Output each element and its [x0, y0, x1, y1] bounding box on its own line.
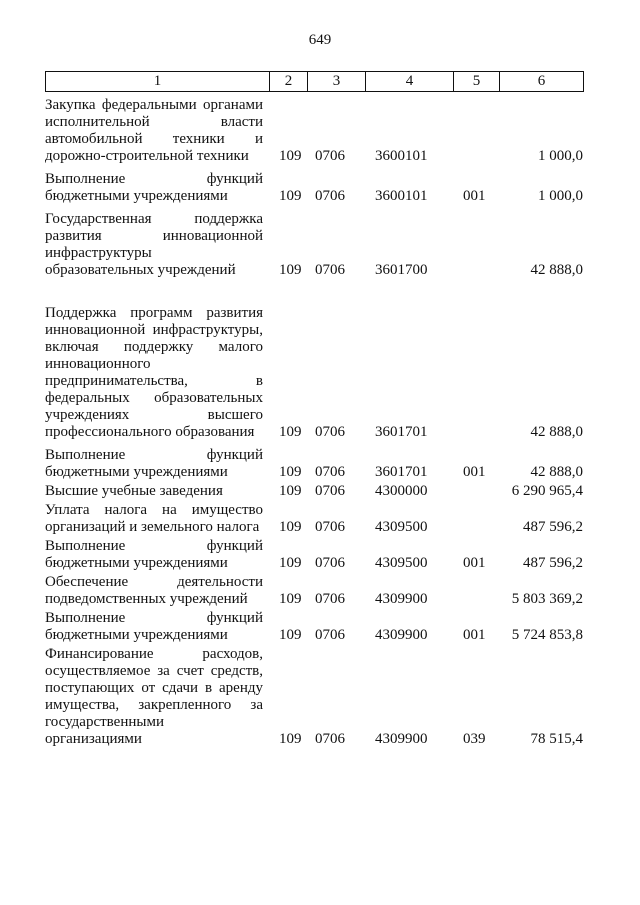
- table-row: [45, 443, 583, 483]
- row-code-target: 4300000: [375, 483, 428, 499]
- row-code-ministry: 109: [279, 262, 302, 278]
- row-name: Финансирование расходов, осуществляемое за счет средств, поступающих от сдачи в аренду имущества, закрепленного за государственными организациями: [45, 646, 263, 747]
- row-name: Высшие учебные заведения: [45, 483, 223, 499]
- row-code-section: 0706: [315, 188, 345, 204]
- row-name: Поддержка программ развития инновационной инфраструктуры, включая поддержку малого инновационного предпринимательства, в федеральных образовательных учреждениях высшего профессионального образования: [45, 305, 263, 440]
- table-row: [45, 281, 583, 443]
- row-code-expense-type: 039: [463, 731, 486, 747]
- row-code-expense-type: 001: [463, 188, 486, 204]
- row-code-section: 0706: [315, 262, 345, 278]
- row-code-expense-type: [453, 97, 499, 167]
- budget-table: [45, 97, 583, 750]
- row-amount: 78 515,4: [530, 731, 583, 747]
- row-name: Выполнение функций бюджетными учреждениями: [45, 610, 263, 643]
- row-name: Закупка федеральными органами исполнительной власти автомобильной техники и дорожно-строительной техники: [45, 97, 263, 164]
- row-code-ministry: 109: [279, 148, 302, 164]
- row-code-target: 3601701: [375, 424, 428, 440]
- row-code-target: 4309500: [375, 519, 428, 535]
- row-name: Выполнение функций бюджетными учреждениями: [45, 171, 263, 204]
- row-code-target: 4309900: [375, 627, 428, 643]
- row-code-target: 3601701: [375, 464, 428, 480]
- row-amount: 1 000,0: [538, 148, 583, 164]
- row-code-expense-type: [453, 207, 499, 281]
- row-code-ministry: 109: [279, 464, 302, 480]
- table-row: [45, 502, 583, 538]
- column-header-2: 2: [270, 72, 308, 92]
- table-row: [45, 483, 583, 502]
- column-header-6: 6: [500, 72, 584, 92]
- row-code-ministry: 109: [279, 555, 302, 571]
- page-number: 649: [308, 32, 332, 48]
- row-code-expense-type: [453, 281, 499, 443]
- column-header-3: 3: [308, 72, 366, 92]
- row-amount: 1 000,0: [538, 188, 583, 204]
- row-amount: 6 290 965,4: [511, 483, 583, 499]
- column-header-5: 5: [454, 72, 500, 92]
- row-code-section: 0706: [315, 519, 345, 535]
- column-header-table: [45, 71, 584, 92]
- row-name: Выполнение функций бюджетными учреждениями: [45, 538, 263, 571]
- row-code-ministry: 109: [279, 483, 302, 499]
- table-row: [45, 97, 583, 167]
- row-code-target: 4309900: [375, 591, 428, 607]
- row-amount: 42 888,0: [530, 424, 583, 440]
- row-code-section: 0706: [315, 627, 345, 643]
- row-code-target: 3601700: [375, 262, 428, 278]
- row-amount: 487 596,2: [523, 555, 583, 571]
- table-row: [45, 207, 583, 281]
- row-code-target: 4309900: [375, 731, 428, 747]
- row-code-ministry: 109: [279, 424, 302, 440]
- row-amount: 5 724 853,8: [511, 627, 583, 643]
- row-code-section: 0706: [315, 731, 345, 747]
- table-row: [45, 610, 583, 646]
- table-row: [45, 167, 583, 207]
- row-name: Уплата налога на имущество организаций и земельного налога: [45, 502, 263, 535]
- row-code-expense-type: [453, 483, 499, 502]
- row-code-section: 0706: [315, 424, 345, 440]
- column-header-1: 1: [46, 72, 270, 92]
- row-code-expense-type: 001: [463, 464, 486, 480]
- row-name: Государственная поддержка развития инновационной инфраструктуры образовательных учреждений: [45, 211, 263, 278]
- table-row: [45, 646, 583, 750]
- row-code-section: 0706: [315, 483, 345, 499]
- row-name: Выполнение функций бюджетными учреждениями: [45, 447, 263, 480]
- row-code-section: 0706: [315, 555, 345, 571]
- row-code-ministry: 109: [279, 731, 302, 747]
- column-header-4: 4: [366, 72, 454, 92]
- column-header-row: [46, 72, 584, 92]
- row-code-ministry: 109: [279, 627, 302, 643]
- row-amount: 5 803 369,2: [511, 591, 583, 607]
- row-code-target: 4309500: [375, 555, 428, 571]
- row-code-expense-type: 001: [463, 555, 486, 571]
- row-code-ministry: 109: [279, 591, 302, 607]
- row-code-expense-type: [453, 502, 499, 538]
- row-code-target: 3600101: [375, 188, 428, 204]
- row-code-expense-type: [453, 574, 499, 610]
- row-code-ministry: 109: [279, 519, 302, 535]
- row-code-ministry: 109: [279, 188, 302, 204]
- row-code-expense-type: 001: [463, 627, 486, 643]
- table-row: [45, 574, 583, 610]
- row-amount: 487 596,2: [523, 519, 583, 535]
- row-code-section: 0706: [315, 464, 345, 480]
- row-code-section: 0706: [315, 591, 345, 607]
- row-code-target: 3600101: [375, 148, 428, 164]
- row-amount: 42 888,0: [530, 262, 583, 278]
- row-code-section: 0706: [315, 148, 345, 164]
- row-amount: 42 888,0: [530, 464, 583, 480]
- table-row: [45, 538, 583, 574]
- row-name: Обеспечение деятельности подведомственных учреждений: [45, 574, 263, 607]
